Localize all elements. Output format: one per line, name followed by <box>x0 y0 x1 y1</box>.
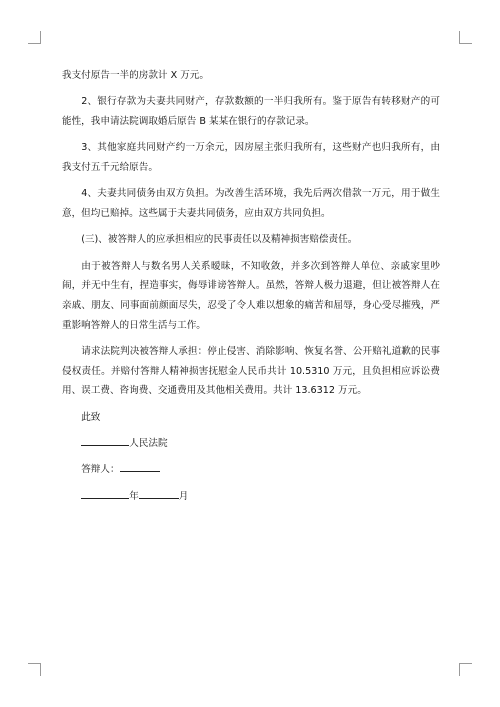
paragraph-joint-debt: 4、夫妻共同债务由双方负担。为改善生活环境，我先后两次借款一万元，用于做生意，但均已赔掉。这些属于夫妻共同债务，应由双方共同负担。 <box>62 188 440 219</box>
paragraph-continued: 我支付原告一半的房款计 X 万元。 <box>62 70 209 81</box>
month-label: 月 <box>178 490 189 502</box>
crop-mark-top-left <box>28 31 41 44</box>
paragraph-other-property: 3、其他家庭共同财产约一万余元，因房屋主张归我所有，这些财产也归我所有，由我支付五千元给原告。 <box>62 142 440 173</box>
closing-salutation: 此致 <box>81 411 101 423</box>
month-blank <box>139 488 179 499</box>
year-label: 年 <box>129 490 139 502</box>
date-line <box>62 487 440 507</box>
court-suffix: 人民法院 <box>129 438 168 449</box>
respondent-blank <box>120 461 160 472</box>
paragraph-section-three: (三)、被答辩人的应承担相应的民事责任以及精神损害赔偿责任。 <box>81 234 358 246</box>
crop-mark-top-right <box>459 31 472 44</box>
paragraph-request: 请求法院判决被答辩人承担：停止侵害、消除影响、恢复名誉、公开赔礼道歉的民事侵权责任。并赔付答辩人精神损害抚慰金人民币共计 10.5310 万元，且负担相应诉讼费用、误工费、咨询费、交通费用及其他相关费用。共计 13.6312 万元。 <box>62 346 440 397</box>
document-body <box>62 66 440 513</box>
year-blank <box>81 488 129 499</box>
paragraph-facts: 由于被答辩人与数名男人关系暧昧，不知收敛，并多次到答辩人单位、亲戚家里吵闹，并无中生有，捏造事实，侮辱诽谤答辩人。虽然，答辩人极力退避，但让被答辩人在亲戚、朋友、同事面前颜面尽失，忍受了令人难以想象的痛苦和屈辱，身心受尽摧残，严重影响答辩人的日常生活与工作。 <box>62 260 440 331</box>
paragraph-bank-deposit: 2、银行存款为夫妻共同财产，存款数额的一半归我所有。鉴于原告有转移财产的可能性，我申请法院调取婚后原告 B 某某在银行的存款记录。 <box>62 96 440 127</box>
crop-mark-bottom-left <box>28 663 41 676</box>
court-name-blank <box>81 435 129 446</box>
respondent-label: 答辩人： <box>81 464 120 476</box>
crop-mark-bottom-right <box>459 663 472 676</box>
court-line <box>62 434 440 454</box>
respondent-line <box>62 460 440 480</box>
